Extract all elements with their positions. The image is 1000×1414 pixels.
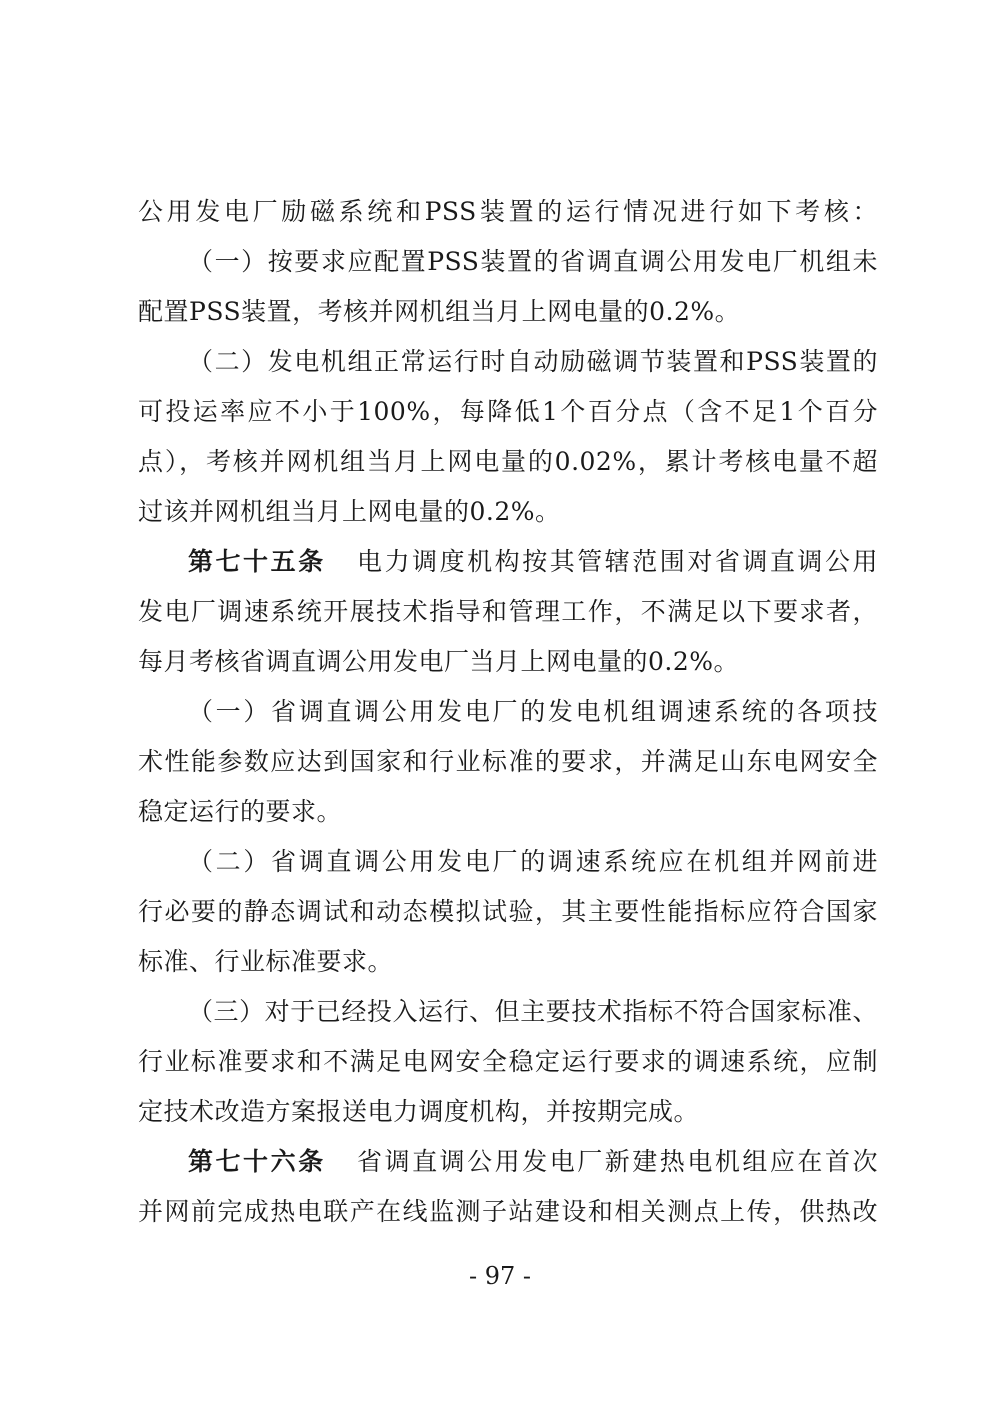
text-line: （三）对于已经投入运行、但主要技术指标不符合国家标准、 [188,997,878,1026]
text-line: 每月考核省调直调公用发电厂当月上网电量的0.2%。 [138,647,740,676]
text-line: 公用发电厂励磁系统和PSS装置的运行情况进行如下考核： [138,197,878,226]
article-76-text: 省调直调公用发电厂新建热电机组应在首次 [357,1147,878,1176]
text-line: 过该并网机组当月上网电量的0.2%。 [138,497,561,526]
text-line: 并网前完成热电联产在线监测子站建设和相关测点上传，供热改 [138,1197,878,1226]
article-75-text: 电力调度机构按其管辖范围对省调直调公用 [357,547,878,576]
page-number: - 97 - [468,1262,531,1290]
text-line: （一）省调直调公用发电厂的发电机组调速系统的各项技 [188,697,878,726]
text-line: （二）发电机组正常运行时自动励磁调节装置和PSS装置的 [188,347,878,376]
text-line: （一）按要求应配置PSS装置的省调直调公用发电厂机组未 [188,247,878,276]
text-line: 可投运率应不小于100%，每降低1个百分点（含不足1个百分 [138,397,878,426]
article-75-heading: 第七十五条 [188,547,326,576]
text-line: 点），考核并网机组当月上网电量的0.02%，累计考核电量不超 [138,447,878,476]
article-76-line [188,1142,878,1182]
text-line: 术性能参数应达到国家和行业标准的要求，并满足山东电网安全 [138,747,878,776]
text-line: 配置PSS装置，考核并网机组当月上网电量的0.2%。 [138,297,741,326]
text-line: 稳定运行的要求。 [138,797,343,826]
article-76-heading: 第七十六条 [188,1147,326,1176]
text-line: 发电厂调速系统开展技术指导和管理工作，不满足以下要求者， [138,597,878,626]
text-line: 行必要的静态调试和动态模拟试验，其主要性能指标应符合国家 [138,897,878,926]
text-line: 定技术改造方案报送电力调度机构，并按期完成。 [138,1097,700,1126]
text-line: 行业标准要求和不满足电网安全稳定运行要求的调速系统，应制 [138,1047,878,1076]
article-75-line [188,542,878,582]
text-line: （二）省调直调公用发电厂的调速系统应在机组并网前进 [188,847,878,876]
text-line: 标准、行业标准要求。 [138,947,394,976]
